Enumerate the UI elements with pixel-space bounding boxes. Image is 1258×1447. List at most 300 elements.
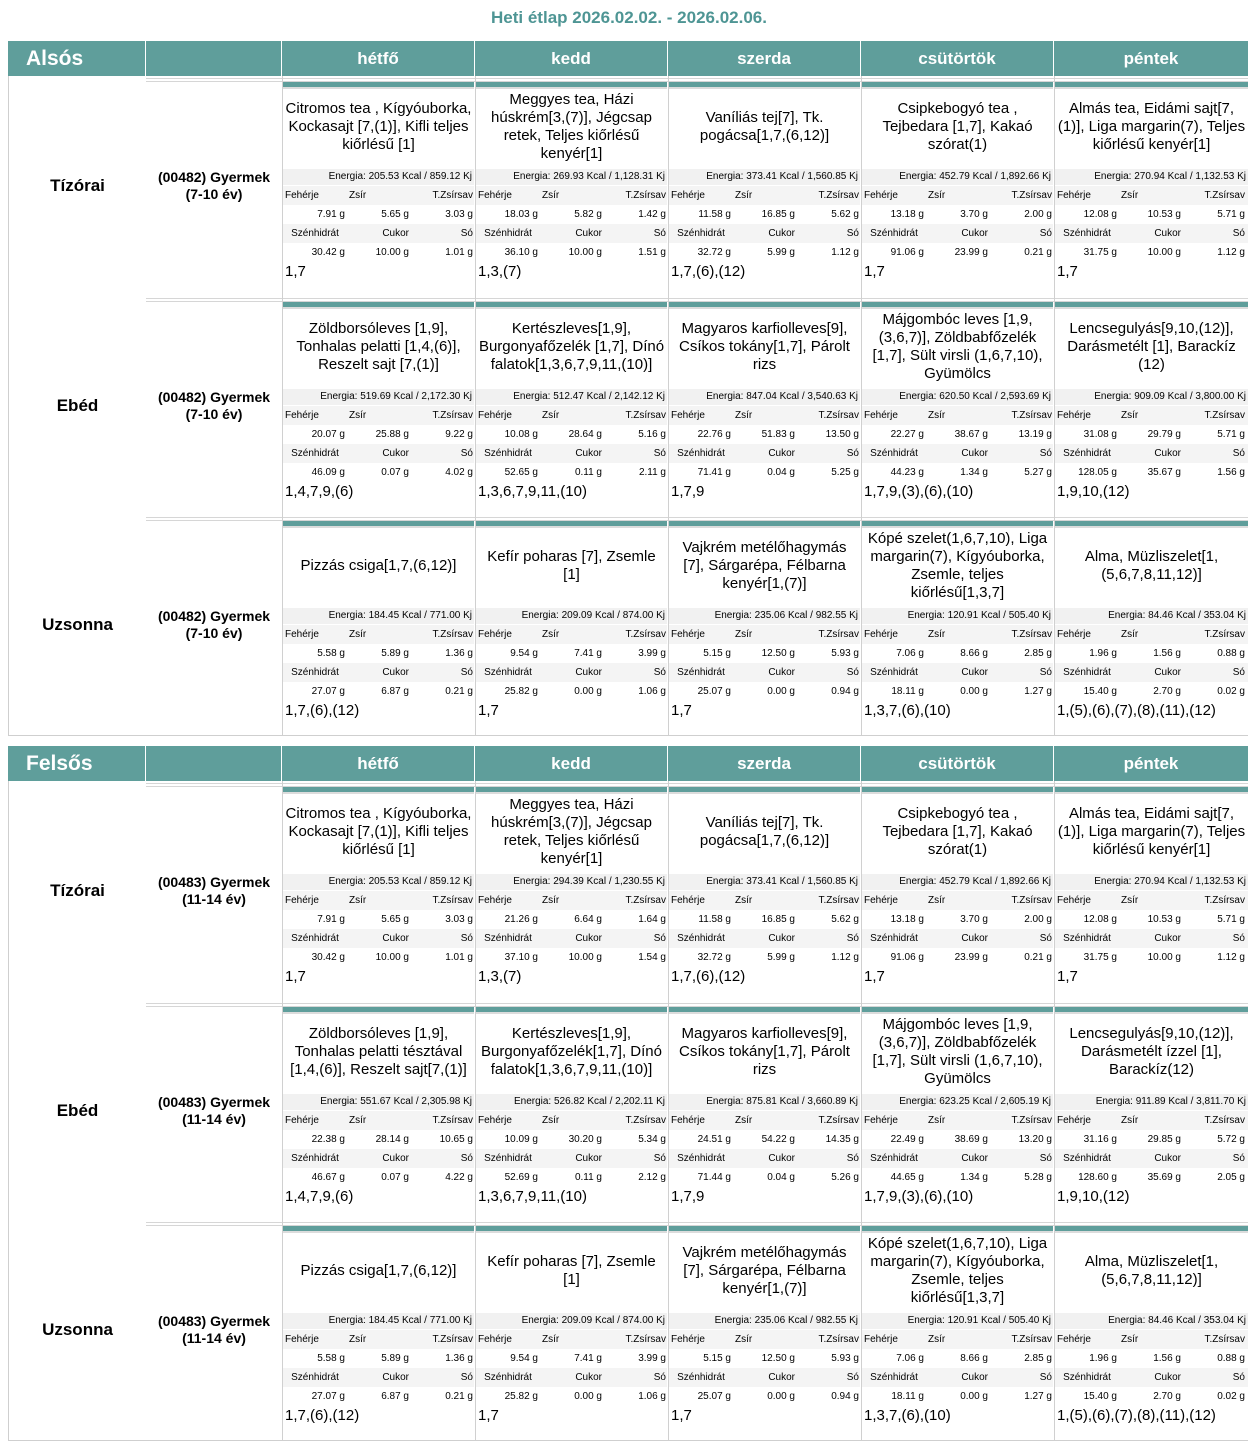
nutrient-label: Zsír (1121, 895, 1139, 906)
energy-value: Energia: 452.79 Kcal / 1,892.66 Kj (862, 169, 1053, 185)
menu-cell (282, 296, 474, 516)
nutrient-label: T.Zsírsav (432, 1334, 473, 1345)
energy-value: Energia: 184.45 Kcal / 771.00 Kj (283, 608, 474, 624)
nutrient-label-row (476, 1149, 667, 1168)
nutrient-value-row (862, 682, 1053, 701)
nutrient-value: 23.99 g (954, 247, 988, 258)
nutrient-label: Cukor (575, 448, 602, 459)
nutrient-label: Szénhidrát (484, 448, 532, 459)
meal-name: Uzsonna (8, 515, 146, 735)
nutrient-label: Só (460, 1153, 473, 1164)
nutrient-value-row (283, 1349, 474, 1368)
nutrient-value: 13.50 g (825, 429, 859, 440)
food-description: Csipkebogyó tea , Tejbedara [1,7], Kakaó szórat(1) (882, 100, 1033, 153)
nutrient-label: Só (460, 933, 473, 944)
nutrient-value: 5.71 g (1217, 914, 1245, 925)
nutrient-label: Cukor (1154, 448, 1181, 459)
nutrient-value-row (476, 948, 667, 967)
nutrient-label-row (476, 186, 667, 205)
meal-name: Uzsonna (8, 1220, 146, 1440)
energy-value: Energia: 270.94 Kcal / 1,132.53 Kj (1055, 169, 1248, 185)
nutrient-value: 0.02 g (1217, 686, 1245, 697)
nutrient-value-row (862, 1387, 1053, 1406)
nutrient-value: 10.00 g (375, 952, 409, 963)
nutrient-value: 28.64 g (568, 429, 602, 440)
energy-value: Energia: 519.69 Kcal / 2,172.30 Kj (283, 389, 474, 405)
energy-value: Energia: 512.47 Kcal / 2,142.12 Kj (476, 389, 667, 405)
nutrient-value-row (476, 1168, 667, 1187)
nutrient-label: Só (1039, 228, 1052, 239)
nutrient-label-row (862, 929, 1053, 948)
age-code: (00483) Gyermek (157, 1094, 271, 1110)
nutrient-value: 44.23 g (890, 467, 924, 478)
nutrient-value-row (283, 910, 474, 929)
food-description: Alma, Müzliszelet[1,(5,6,7,8,11,12)] (1084, 1253, 1219, 1288)
nutrient-label-row (862, 186, 1053, 205)
nutrient-value: 12.50 g (761, 1353, 795, 1364)
nutrient-label: Szénhidrát (291, 1372, 339, 1383)
nutrient-value: 91.06 g (890, 247, 924, 258)
energy-value: Energia: 84.46 Kcal / 353.04 Kj (1055, 1313, 1248, 1329)
menu-cell (475, 76, 667, 296)
nutrient-value: 9.54 g (510, 648, 538, 659)
allergen-codes: 1,7 (671, 1407, 692, 1424)
menu-cell (1054, 515, 1248, 735)
nutrient-value: 46.09 g (311, 467, 345, 478)
nutrient-value: 1.27 g (1024, 686, 1052, 697)
nutrient-value: 7.06 g (896, 648, 924, 659)
nutrient-value-row (862, 1168, 1053, 1187)
nutrient-value: 46.67 g (311, 1172, 345, 1183)
nutrient-label: Zsír (735, 410, 753, 421)
menu-cell (1054, 1220, 1248, 1440)
food-description: Almás tea, Eidámi sajt[7,(1)], Liga margarin(7), Teljes kiőrlésű kenyér[1] (1057, 100, 1246, 153)
food-description: Meggyes tea, Házi húskrém[3,(7)], Jégcsap retek, Teljes kiőrlésű kenyér[1] (491, 796, 652, 867)
nutrient-value-row (283, 1168, 474, 1187)
nutrient-value: 10.53 g (1147, 914, 1181, 925)
nutrient-label: Szénhidrát (1063, 933, 1111, 944)
allergen-codes: 1,3,6,7,9,11,(10) (478, 1188, 587, 1205)
allergen-codes: 1,7 (285, 263, 306, 280)
energy-value: Energia: 373.41 Kcal / 1,560.85 Kj (669, 874, 860, 890)
nutrient-label-row (669, 186, 860, 205)
nutrient-value: 0.00 g (960, 686, 988, 697)
nutrient-value-row (476, 1130, 667, 1149)
nutrient-value: 51.83 g (761, 429, 795, 440)
nutrient-value: 15.40 g (1083, 686, 1117, 697)
nutrient-label: Cukor (768, 933, 795, 944)
nutrient-value: 1.27 g (1024, 1391, 1052, 1402)
nutrient-label-row (862, 406, 1053, 425)
nutrient-value: 27.07 g (311, 686, 345, 697)
nutrient-label: Szénhidrát (291, 228, 339, 239)
nutrient-label-row (1055, 224, 1248, 243)
nutrient-label: Fehérje (864, 1334, 898, 1345)
age-group (146, 1001, 282, 1221)
nutrient-value: 5.71 g (1217, 209, 1245, 220)
energy-value: Energia: 270.94 Kcal / 1,132.53 Kj (1055, 874, 1248, 890)
nutrient-value: 10.09 g (504, 1134, 538, 1145)
nutrient-value: 5.25 g (831, 467, 859, 478)
nutrient-label: Szénhidrát (677, 448, 725, 459)
nutrient-value: 5.99 g (767, 952, 795, 963)
nutrient-value-row (669, 1349, 860, 1368)
energy-value: Energia: 205.53 Kcal / 859.12 Kj (283, 874, 474, 890)
nutrient-label: Fehérje (478, 190, 512, 201)
nutrient-label: Só (460, 448, 473, 459)
nutrient-label: Só (846, 933, 859, 944)
nutrient-value: 5.16 g (638, 429, 666, 440)
nutrient-label-row (669, 1368, 860, 1387)
nutrient-label: Szénhidrát (677, 933, 725, 944)
group-header: Alsós (8, 41, 145, 76)
nutrient-label: Zsír (928, 1115, 946, 1126)
allergen-codes: 1,9,10,(12) (1057, 483, 1130, 500)
nutrient-label: Fehérje (1057, 1334, 1091, 1345)
nutrient-value: 10.53 g (1147, 209, 1181, 220)
nutrient-label: T.Zsírsav (432, 629, 473, 640)
nutrient-value-row (476, 1349, 667, 1368)
allergen-codes: 1,7 (1057, 968, 1078, 985)
nutrient-value-row (283, 1130, 474, 1149)
allergen-codes: 1,3,(7) (478, 968, 522, 985)
allergen-codes: 1,4,7,9,(6) (285, 1188, 354, 1205)
nutrient-value: 15.40 g (1083, 1391, 1117, 1402)
nutrient-value-row (862, 948, 1053, 967)
menu-cell (475, 781, 667, 1001)
nutrient-label: T.Zsírsav (432, 410, 473, 421)
energy-value: Energia: 875.81 Kcal / 3,660.89 Kj (669, 1094, 860, 1110)
nutrient-label: Zsír (1121, 1115, 1139, 1126)
nutrient-value: 1.36 g (445, 648, 473, 659)
nutrient-value: 10.08 g (504, 429, 538, 440)
nutrient-label-row (862, 1149, 1053, 1168)
menu-cell (668, 1001, 860, 1221)
menu-cell (475, 296, 667, 516)
nutrient-label: Só (846, 1372, 859, 1383)
nutrient-label-row (1055, 891, 1248, 910)
nutrient-label-row (669, 444, 860, 463)
nutrient-value-row (862, 1349, 1053, 1368)
nutrient-label: Szénhidrát (870, 667, 918, 678)
meal-name: Ebéd (8, 296, 146, 516)
nutrient-label: Zsír (1121, 410, 1139, 421)
nutrient-value: 5.28 g (1024, 1172, 1052, 1183)
nutrient-label: Fehérje (285, 1115, 319, 1126)
group-header-spacer (146, 41, 281, 76)
nutrient-label-row (669, 1111, 860, 1130)
nutrient-value: 1.56 g (1153, 648, 1181, 659)
nutrient-value-row (669, 425, 860, 444)
energy-value: Energia: 84.46 Kcal / 353.04 Kj (1055, 608, 1248, 624)
nutrient-label: Szénhidrát (484, 1153, 532, 1164)
nutrient-label: Szénhidrát (870, 1372, 918, 1383)
nutrient-value-row (1055, 682, 1248, 701)
meal-name: Ebéd (8, 1001, 146, 1221)
nutrient-value: 5.71 g (1217, 429, 1245, 440)
nutrient-value: 38.67 g (954, 429, 988, 440)
nutrient-value: 3.99 g (638, 1353, 666, 1364)
nutrient-label: Cukor (1154, 667, 1181, 678)
nutrient-value: 1.06 g (638, 686, 666, 697)
allergen-codes: 1,3,(7) (478, 263, 522, 280)
nutrient-value-row (476, 910, 667, 929)
nutrient-value-row (283, 463, 474, 482)
food-description: Májgombóc leves [1,9,(3,6,7)], Zöldbabfőzelék [1,7], Sült virsli (1,6,7,10), Gyümölcs (872, 1016, 1043, 1087)
nutrient-label-row (669, 406, 860, 425)
nutrient-label: Cukor (1154, 933, 1181, 944)
energy-value: Energia: 620.50 Kcal / 2,593.69 Kj (862, 389, 1053, 405)
nutrient-value: 1.12 g (1217, 952, 1245, 963)
nutrient-label: T.Zsírsav (1204, 410, 1245, 421)
nutrient-label: Só (846, 1153, 859, 1164)
nutrient-value: 5.89 g (381, 648, 409, 659)
nutrient-label: Só (460, 1372, 473, 1383)
nutrient-value-row (476, 205, 667, 224)
nutrient-value: 30.20 g (568, 1134, 602, 1145)
nutrient-label: Szénhidrát (677, 228, 725, 239)
nutrient-value-row (283, 948, 474, 967)
allergen-codes: 1,7,(6),(12) (671, 968, 746, 985)
nutrient-label-row (669, 891, 860, 910)
nutrient-value-row (669, 1130, 860, 1149)
nutrient-value: 1.56 g (1217, 467, 1245, 478)
nutrient-label: Só (460, 667, 473, 678)
menu-cell (282, 781, 474, 1001)
allergen-codes: 1,7,9,(3),(6),(10) (864, 1188, 974, 1205)
nutrient-value-row (862, 205, 1053, 224)
day-header: kedd (475, 746, 667, 781)
nutrient-label: Cukor (575, 228, 602, 239)
menu-cell (282, 515, 474, 735)
energy-value: Energia: 847.04 Kcal / 3,540.63 Kj (669, 389, 860, 405)
nutrient-label-row (283, 1330, 474, 1349)
energy-value: Energia: 120.91 Kcal / 505.40 Kj (862, 608, 1053, 624)
nutrient-value-row (1055, 1387, 1248, 1406)
nutrient-label: Cukor (768, 1153, 795, 1164)
nutrient-label-row (1055, 186, 1248, 205)
nutrient-label: Só (460, 228, 473, 239)
allergen-codes: 1,7,9,(3),(6),(10) (864, 483, 974, 500)
food-description: Májgombóc leves [1,9,(3,6,7)], Zöldbabfőzelék [1,7], Sült virsli (1,6,7,10), Gyümölcs (872, 311, 1043, 382)
nutrient-value-row (1055, 644, 1248, 663)
age-code: (00482) Gyermek (157, 608, 271, 624)
energy-value: Energia: 452.79 Kcal / 1,892.66 Kj (862, 874, 1053, 890)
nutrient-value: 0.07 g (381, 467, 409, 478)
nutrient-value-row (1055, 1168, 1248, 1187)
food-description: Csipkebogyó tea , Tejbedara [1,7], Kakaó szórat(1) (882, 805, 1033, 858)
nutrient-value: 7.91 g (317, 209, 345, 220)
nutrient-label: T.Zsírsav (625, 895, 666, 906)
age-group (146, 781, 282, 1001)
nutrient-value: 31.16 g (1083, 1134, 1117, 1145)
nutrient-value: 11.58 g (698, 209, 731, 220)
nutrient-value: 25.82 g (504, 1391, 538, 1402)
nutrient-value: 2.70 g (1153, 686, 1181, 697)
age-range: (11-14 év) (182, 1330, 246, 1346)
energy-value: Energia: 623.25 Kcal / 2,605.19 Kj (862, 1094, 1053, 1110)
nutrient-label: Só (1232, 448, 1245, 459)
nutrient-value-row (862, 910, 1053, 929)
food-description: Zöldborsóleves [1,9], Tonhalas pelatti tésztával [1,4,(6)], Reszelt sajt[7,(1)] (290, 1025, 467, 1078)
nutrient-value: 9.22 g (445, 429, 473, 440)
nutrient-label: Só (846, 228, 859, 239)
nutrient-label: Szénhidrát (870, 228, 918, 239)
nutrient-value-row (1055, 1349, 1248, 1368)
nutrient-label: Szénhidrát (677, 1372, 725, 1383)
nutrient-value: 0.00 g (960, 1391, 988, 1402)
nutrient-value: 91.06 g (890, 952, 924, 963)
nutrient-label: Fehérje (285, 410, 319, 421)
nutrient-value: 16.85 g (761, 209, 795, 220)
nutrient-value: 35.67 g (1147, 467, 1181, 478)
nutrient-label: T.Zsírsav (818, 190, 859, 201)
nutrient-label-row (283, 929, 474, 948)
food-description: Vaníliás tej[7], Tk. pogácsa[1,7,(6,12)] (699, 109, 830, 144)
nutrient-value: 16.85 g (761, 914, 795, 925)
nutrient-value: 0.94 g (831, 686, 859, 697)
nutrient-value-row (862, 644, 1053, 663)
nutrient-value: 22.38 g (311, 1134, 345, 1145)
allergen-codes: 1,7 (478, 702, 499, 719)
nutrient-label-row (476, 929, 667, 948)
nutrient-value: 28.14 g (375, 1134, 409, 1145)
day-header: csütörtök (861, 41, 1053, 76)
nutrient-value: 10.00 g (568, 247, 602, 258)
nutrient-label: Só (846, 448, 859, 459)
nutrient-value: 10.00 g (1147, 952, 1181, 963)
nutrient-label: T.Zsírsav (1204, 629, 1245, 640)
nutrient-label: Cukor (961, 933, 988, 944)
nutrient-value: 13.18 g (890, 209, 924, 220)
food-description: Kópé szelet(1,6,7,10), Liga margarin(7), Kígyóuborka, Zsemle, teljes kiőrlésű[1,3,7] (867, 530, 1048, 601)
nutrient-value: 5.62 g (831, 914, 859, 925)
nutrient-label-row (1055, 444, 1248, 463)
nutrient-label: Cukor (575, 1153, 602, 1164)
nutrient-value: 1.12 g (831, 952, 859, 963)
nutrient-label: Cukor (768, 667, 795, 678)
allergen-codes: 1,9,10,(12) (1057, 1188, 1130, 1205)
nutrient-label: Fehérje (478, 629, 512, 640)
nutrient-label-row (283, 186, 474, 205)
nutrient-value: 0.04 g (767, 1172, 795, 1183)
nutrient-label-row (862, 891, 1053, 910)
nutrient-label: Cukor (1154, 228, 1181, 239)
nutrient-label: Zsír (542, 895, 560, 906)
nutrient-value: 1.54 g (638, 952, 666, 963)
day-header: péntek (1054, 746, 1248, 781)
energy-value: Energia: 551.67 Kcal / 2,305.98 Kj (283, 1094, 474, 1110)
menu-cell (475, 1001, 667, 1221)
nutrient-value-row (1055, 1130, 1248, 1149)
nutrient-label: T.Zsírsav (625, 410, 666, 421)
nutrient-label-row (476, 663, 667, 682)
nutrient-label: Zsír (542, 190, 560, 201)
nutrient-value: 5.89 g (381, 1353, 409, 1364)
nutrient-label: Fehérje (285, 629, 319, 640)
nutrient-value-row (669, 1168, 860, 1187)
nutrient-label: Szénhidrát (291, 667, 339, 678)
nutrient-label-row (283, 224, 474, 243)
nutrient-label: Szénhidrát (484, 667, 532, 678)
nutrient-label: Zsír (349, 190, 367, 201)
nutrient-label: Fehérje (478, 1334, 512, 1345)
nutrient-value: 128.60 g (1078, 1172, 1117, 1183)
day-header: hétfő (282, 746, 474, 781)
nutrient-label: Só (1039, 448, 1052, 459)
nutrient-label-row (283, 625, 474, 644)
nutrient-value-row (283, 1387, 474, 1406)
nutrient-label: Fehérje (864, 1115, 898, 1126)
age-code: (00483) Gyermek (157, 874, 271, 890)
nutrient-label: Cukor (1154, 1153, 1181, 1164)
menu-cell (668, 76, 860, 296)
nutrient-value: 2.00 g (1024, 209, 1052, 220)
nutrient-value: 0.04 g (767, 467, 795, 478)
nutrient-value: 18.03 g (504, 209, 538, 220)
nutrient-label-row (669, 1149, 860, 1168)
nutrient-label: Cukor (1154, 1372, 1181, 1383)
nutrient-value-row (1055, 948, 1248, 967)
nutrient-label: Szénhidrát (291, 448, 339, 459)
allergen-codes: 1,(5),(6),(7),(8),(11),(12) (1057, 1407, 1216, 1424)
menu-cell (861, 1001, 1053, 1221)
nutrient-value: 1.12 g (1217, 247, 1245, 258)
nutrient-label: Szénhidrát (1063, 667, 1111, 678)
nutrient-value: 5.15 g (703, 648, 731, 659)
nutrient-value: 2.85 g (1024, 648, 1052, 659)
food-description: Kertészleves[1,9], Burgonyafőzelék[1,7], Dínó falatok[1,3,6,7,9,11,(10)] (481, 1025, 662, 1078)
nutrient-label-row (669, 929, 860, 948)
nutrient-label-row (1055, 1368, 1248, 1387)
nutrient-label-row (1055, 1111, 1248, 1130)
menu-cell (1054, 296, 1248, 516)
section-bottom-border (8, 1440, 1248, 1441)
food-description: Zöldborsóleves [1,9], Tonhalas pelatti [1,4,(6)], Reszelt sajt [7,(1)] (296, 320, 461, 373)
nutrient-label: Fehérje (671, 190, 705, 201)
nutrient-label: Fehérje (864, 629, 898, 640)
nutrient-value: 22.49 g (890, 1134, 924, 1145)
nutrient-value: 1.96 g (1089, 648, 1117, 659)
nutrient-label: Zsír (542, 629, 560, 640)
food-description: Magyaros karfiolleves[9], Csíkos tokány[1,7], Párolt rizs (679, 320, 850, 373)
nutrient-label: T.Zsírsav (818, 410, 859, 421)
nutrient-value: 14.35 g (825, 1134, 859, 1145)
allergen-codes: 1,7 (478, 1407, 499, 1424)
nutrient-label: Szénhidrát (1063, 1153, 1111, 1164)
nutrient-label: Só (1039, 667, 1052, 678)
day-header: szerda (668, 41, 860, 76)
allergen-codes: 1,(5),(6),(7),(8),(11),(12) (1057, 702, 1216, 719)
food-description: Kertészleves[1,9], Burgonyafőzelék [1,7], Dínó falatok[1,3,6,7,9,11,(10)] (478, 320, 665, 373)
nutrient-value: 2.11 g (638, 467, 666, 478)
food-description: Vaníliás tej[7], Tk. pogácsa[1,7,(6,12)] (699, 814, 830, 849)
nutrient-label: T.Zsírsav (1204, 895, 1245, 906)
nutrient-label: Cukor (961, 1153, 988, 1164)
day-header: kedd (475, 41, 667, 76)
nutrient-label-row (283, 1368, 474, 1387)
nutrient-label: Fehérje (671, 629, 705, 640)
nutrient-value: 0.00 g (767, 686, 795, 697)
meal-name: Tízórai (8, 781, 146, 1001)
energy-value: Energia: 294.39 Kcal / 1,230.55 Kj (476, 874, 667, 890)
nutrient-label: Fehérje (285, 1334, 319, 1345)
nutrient-label: Cukor (768, 228, 795, 239)
nutrient-value: 0.02 g (1217, 1391, 1245, 1402)
nutrient-value: 2.05 g (1217, 1172, 1245, 1183)
nutrient-value: 13.18 g (890, 914, 924, 925)
nutrient-label: Cukor (382, 933, 409, 944)
